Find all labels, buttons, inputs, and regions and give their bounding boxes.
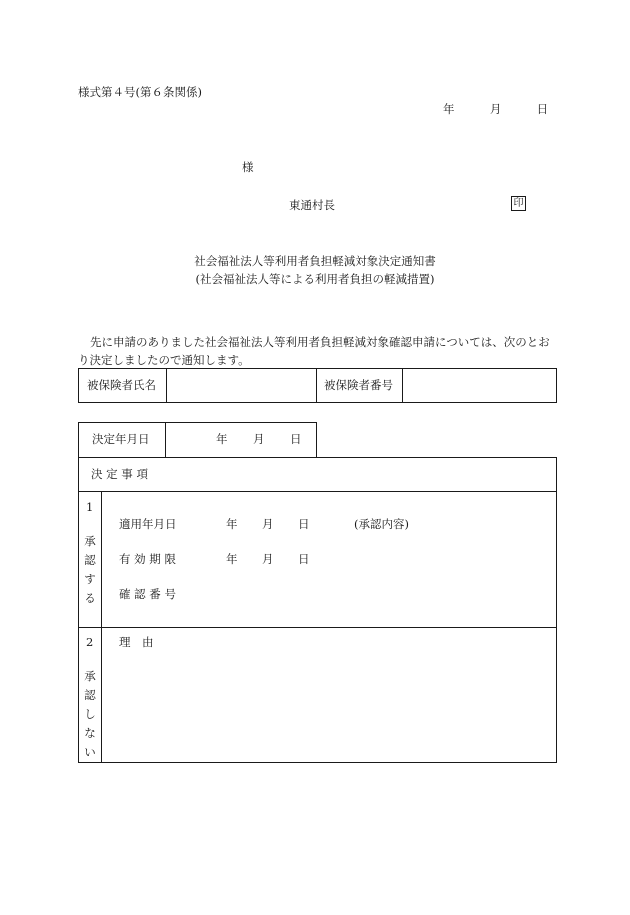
apply-date-day: 日: [298, 517, 310, 531]
insured-table: [78, 368, 557, 403]
reject-vertical-label: 承認しない: [84, 669, 96, 759]
issuer-name: 東通村長: [289, 198, 335, 212]
body-text: 先に申請のありました社会福祉法人等利用者負担軽減対象確認申請については、次のとおり決定しましたので通知します。: [78, 335, 550, 367]
approve-number: 1: [86, 500, 94, 514]
confirm-number-label: 確 認 番 号: [119, 587, 176, 601]
decision-date-year: 年: [216, 432, 228, 446]
document-title: 社会福祉法人等利用者負担軽減対象決定通知書: [194, 254, 436, 268]
reason-label: 理 由: [119, 635, 154, 649]
insured-number-label: 被保険者番号: [324, 378, 393, 392]
document-subtitle: (社会福祉法人等による利用者負担の軽減措置): [195, 272, 435, 286]
decision-date-label: 決定年月日: [92, 432, 150, 446]
apply-date-label: 適用年月日: [119, 517, 177, 531]
issue-date-year: 年: [443, 102, 455, 116]
approve-vertical-label: 承認する: [84, 534, 96, 605]
decision-date-month: 月: [253, 432, 265, 446]
issue-date: [443, 104, 548, 116]
apply-date-year: 年: [226, 517, 238, 531]
form-number: 様式第４号(第６条関係): [78, 85, 202, 99]
reject-number: 2: [86, 635, 94, 649]
seal-mark: 印: [511, 196, 526, 211]
decision-items-label: 決 定 事 項: [91, 467, 148, 481]
apply-date-month: 月: [262, 517, 274, 531]
addressee-suffix: 様: [242, 160, 254, 174]
validity-month: 月: [262, 552, 274, 566]
issue-date-day: 日: [536, 102, 549, 116]
decision-date-day: 日: [290, 432, 302, 446]
approval-content-label: (承認内容): [354, 517, 409, 531]
validity-year: 年: [226, 552, 238, 566]
decision-date-box: [78, 422, 317, 458]
validity-label: 有 効 期 限: [119, 552, 176, 566]
decision-items-table: [78, 457, 557, 763]
insured-name-label: 被保険者氏名: [87, 378, 156, 392]
issue-date-month: 月: [489, 102, 502, 116]
validity-day: 日: [298, 552, 310, 566]
